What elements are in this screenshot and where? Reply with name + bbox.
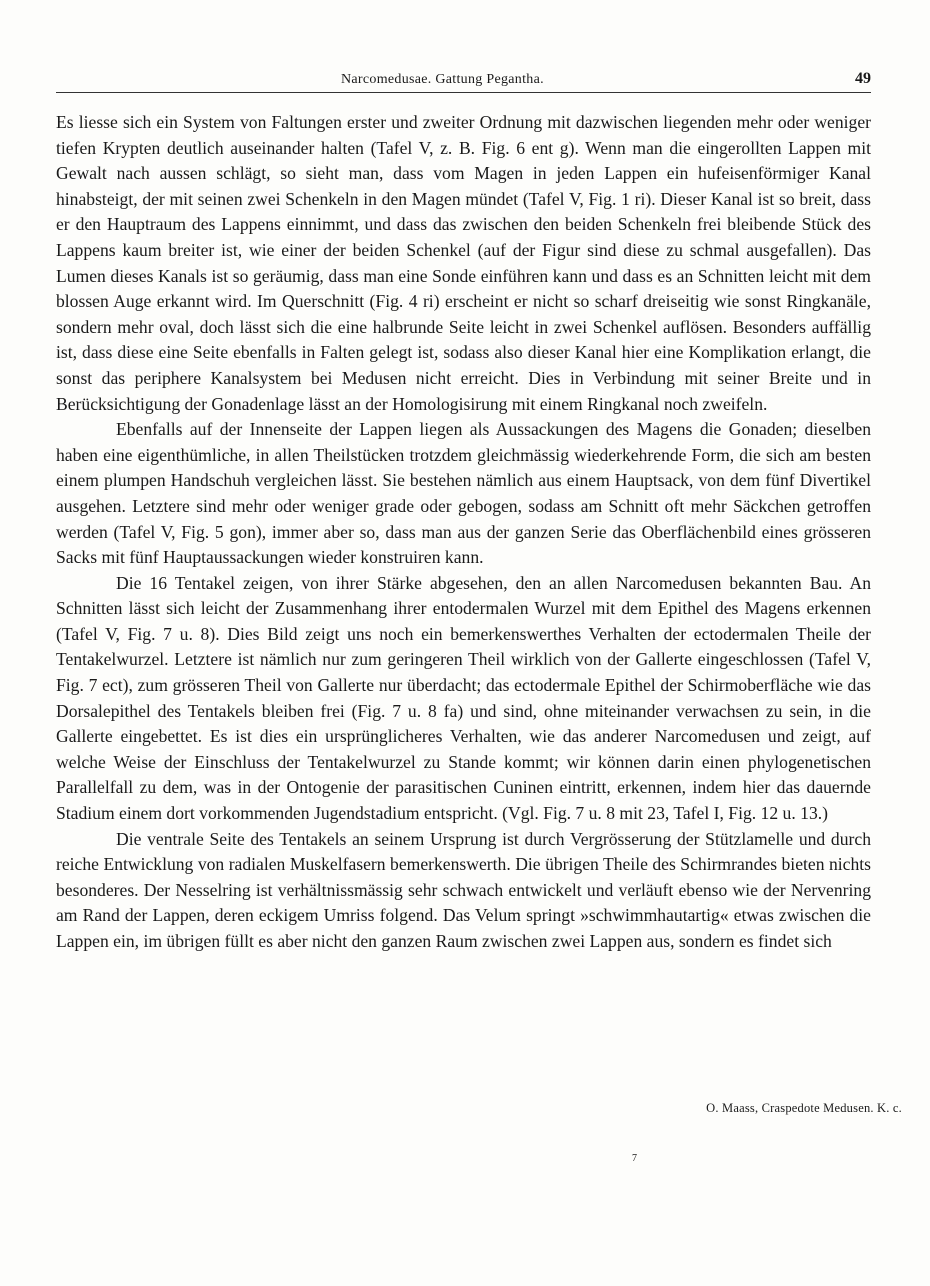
running-head: Narcomedusae. Gattung Pegantha. bbox=[341, 72, 544, 87]
body-text bbox=[56, 110, 871, 955]
page-header bbox=[56, 70, 871, 93]
sheet-number: 7 bbox=[632, 1153, 637, 1164]
paragraph-ventral-side: Die ventrale Seite des Tentakels an seinem Ursprung ist durch Vergrösserung der Stützlamelle und durch reiche Entwicklung von radialen Muskelfasern bemerkenswerth. Die übrigen Theile des Schirmrandes bieten nichts besonderes. Der Nesselring ist verhältnissmässig sehr schwach entwickelt und verläuft ebenso wie der Nervenring am Rand der Lappen, deren eckigem Umriss folgend. Das Velum springt »schwimmhautartig« etwas zwischen die Lappen ein, im übrigen füllt es aber nicht den ganzen Raum zwischen zwei Lappen aus, sondern es findet sich bbox=[56, 828, 871, 951]
paragraph-gonads: Ebenfalls auf der Innenseite der Lappen liegen als Aussackungen des Magens die Gonaden; dieselben haben eine eigenthümliche, in allen Theilstücken trotzdem gleichmässig wiederkehrende Form, die sich am besten einem plumpen Handschuh vergleichen lässt. Sie bestehen nämlich aus einem Hauptsack, von dem fünf Divertikel ausgehen. Letztere sind mehr oder weniger grade oder gebogen, sodass am Schnitt oft mehr Säckchen getroffen werden (Tafel V, Fig. 5 gon), immer aber so, dass man aus der ganzen Serie das Oberflächenbild eines grösseren Sacks mit fünf Hauptaussackungen wieder konstruiren kann. bbox=[56, 419, 871, 568]
paragraph-canal-system: Es liesse sich ein System von Faltungen erster und zweiter Ordnung mit dazwischen liegenden mehr oder weniger tiefen Krypten deutlich auseinander halten (Tafel V, z. B. Fig. 6 ent g). Wenn man die eingerollten Lappen mit Gewalt nach aussen schlägt, so sieht man, dass vom Magen in jeden Lappen ein hufeisenförmiger Kanal hinabsteigt, der mit seinen zwei Schenkeln in den Magen mündet (Tafel V, Fig. 1 ri). Dieser Kanal ist so breit, dass er den Hauptraum des Lappens einnimmt, und dass das zwischen den beiden Schenkeln frei bleibende Stück des Lappens kaum breiter ist, wie einer der beiden Schenkel (auf der Figur sind diese zu schmal ausgefallen). Das Lumen dieses Kanals ist so geräumig, dass man eine Sonde einführen kann und dass es an Schnitten leicht mit dem blossen Auge erkannt wird. Im Querschnitt (Fig. 4 ri) erscheint er nicht so scharf dreiseitig wie sonst Ringkanäle, sondern mehr oval, doch lässt sich die eine halbrunde Seite leicht in zwei Schenkel auflösen. Besonders auffällig ist, dass diese eine Seite ebenfalls in Falten gelegt ist, sodass also dieser Kanal hier eine Komplikation erlangt, die sonst das periphere Kanalsystem bei Medusen nicht erreicht. Dies in Verbindung mit seiner Breite und in Berücksichtigung der Gonadenlage lässt an der Homologisirung mit einem Ringkanal noch zweifeln. bbox=[56, 112, 871, 414]
footer-signature: O. Maass, Craspedote Medusen. K. c. bbox=[706, 1101, 902, 1115]
page-number: 49 bbox=[855, 70, 871, 87]
paragraph-tentacles: Die 16 Tentakel zeigen, von ihrer Stärke abgesehen, den an allen Narcomedusen bekannten Bau. An Schnitten lässt sich leicht der Zusammenhang ihrer entodermalen Wurzel mit dem Epithel des Magens erkennen (Tafel V, Fig. 7 u. 8). Dies Bild zeigt uns noch ein bemerkenswerthes Verhalten der ectodermalen Theile der Tentakelwurzel. Letztere ist nämlich nur zum geringeren Theil wirklich von der Gallerte eingeschlossen (Tafel V, Fig. 7 ect), zum grösseren Theil von Gallerte nur überdacht; das ectodermale Epithel der Schirmoberfläche wie das Dorsalepithel des Tentakels bleiben frei (Fig. 7 u. 8 fa) und sind, ohne miteinander verwachsen zu sein, in die Gallerte eingebettet. Es ist dies ein ursprünglicheres Verhalten, wie das anderer Narcomedusen und zeigt, auf welche Weise der Einschluss der Tentakelwurzel zu Stande kommt; wir können darin einen phylogenetischen Parallelfall zu dem, was in der Ontogenie der parasitischen Cuninen eintritt, erkennen, indem hier das dauernde Stadium einem dort vorkommenden Jugendstadium entspricht. (Vgl. Fig. 7 u. 8 mit 23, Tafel I, Fig. 12 u. 13.) bbox=[56, 572, 871, 824]
